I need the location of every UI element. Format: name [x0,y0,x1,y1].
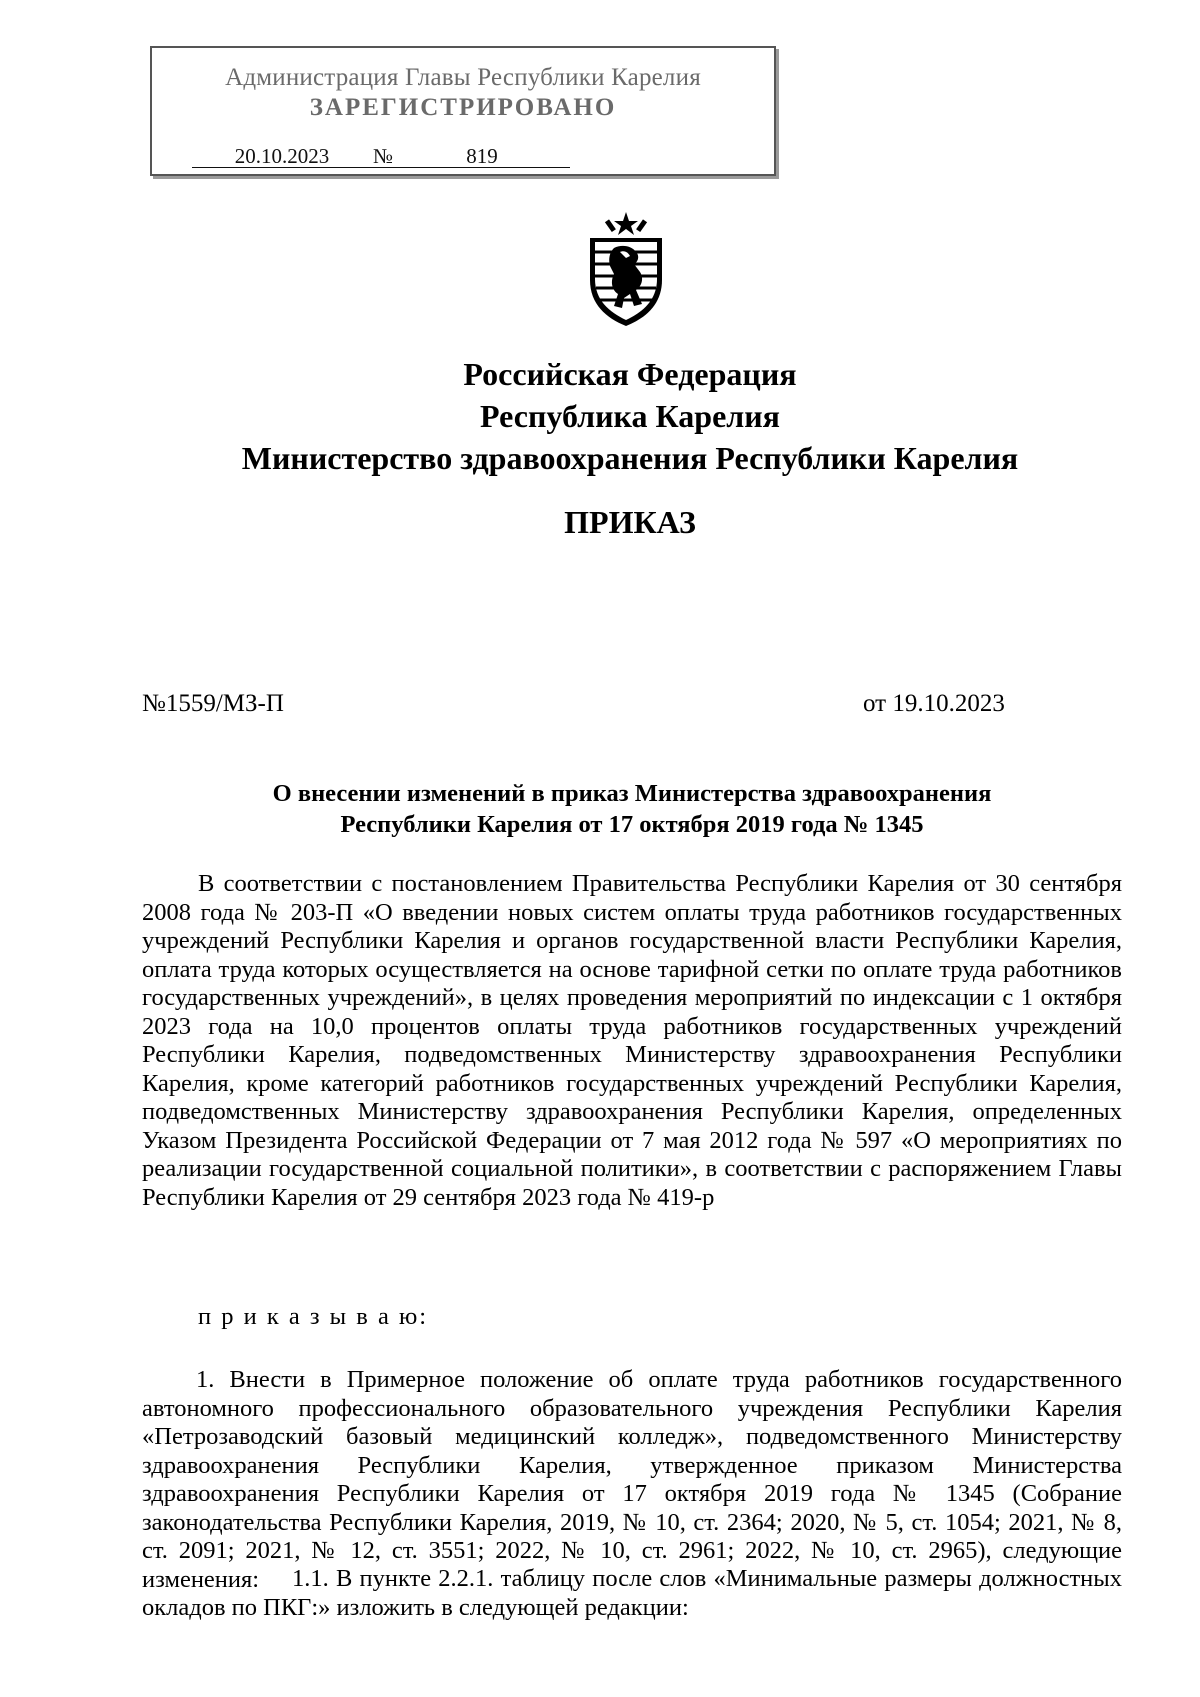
document-title [142,778,1122,840]
stamp-number: 819 [394,145,570,168]
order-word: п р и к а з ы в а ю: [198,1303,429,1330]
stamp-registration-line [192,144,570,169]
header-region: Республика Карелия [480,398,780,434]
stamp-date: 20.10.2023 [192,145,372,168]
stamp-number-sign: № [372,144,394,168]
order-number: №1559/МЗ-П [142,690,284,717]
karelia-coat-of-arms-icon [580,212,672,328]
document-type: ПРИКАЗ [564,504,696,540]
header-country: Российская Федерация [463,356,797,392]
title-line-2: Республики Карелия от 17 октября 2019 года № 1345 [340,811,924,838]
title-line-1: О внесении изменений в приказ Министерства здравоохранения [272,780,992,807]
order-date: от 19.10.2023 [863,690,1005,717]
stamp-registered: ЗАРЕГИСТРИРОВАНО [309,94,617,121]
clause-1-paragraph: 1. Внести в Примерное положение об оплате труда работников государственного автономного профессионального образовательного учреждения Республики Карелия «Петрозаводский базовый медицинский колледж», подведомственного Министерству здравоохранения Республики Карелия, утвержденное приказом Министерства здравоохранения Республики Карелия от 17 октября 2019 года № 1345 (Собрание законодательства Республики Карелия, 2019, № 10, ст. 2364; 2020, № 5, ст. 1054; 2021, № 8, ст. 2091; 2021, № 12, ст. 3551; 2022, № 10, ст. 2961; 2022, № 10, ст. 2965), следующие изменения: [142,1366,1122,1593]
header-ministry: Министерство здравоохранения Республики Карелия [241,440,1019,476]
stamp-authority: Администрация Главы Республики Карелия [225,64,701,91]
preamble-paragraph: В соответствии с постановлением Правительства Республики Карелия от 30 сентября 2008 года № 203-П «О введении новых систем оплаты труда работников государственных учреждений Республики Карелия и органов государственной власти Республики Карелия, оплата труда которых осуществляется на основе тарифной сетки по оплате труда работников государственных учреждений», в целях проведения мероприятий по индексации с 1 октября 2023 года на 10,0 процентов оплаты труда работников государственных учреждений Республики Карелия, подведомственных Министерству здравоохранения Республики Карелия, кроме категорий работников государственных учреждений Республики Карелия, подведомственных Министерству здравоохранения Республики Карелия, определенных Указом Президента Российской Федерации от 7 мая 2012 года № 597 «О мероприятиях по реализации государственной социальной политики», в соответствии с распоряжением Главы Республики Карелия от 29 сентября 2023 года № 419-р [142,870,1122,1211]
registration-stamp [150,46,776,176]
clause-1-1-paragraph: 1.1. В пункте 2.2.1. таблицу после слов «Минимальные размеры должностных окладов по ПКГ:» изложить в следующей редакции: [142,1565,1122,1621]
